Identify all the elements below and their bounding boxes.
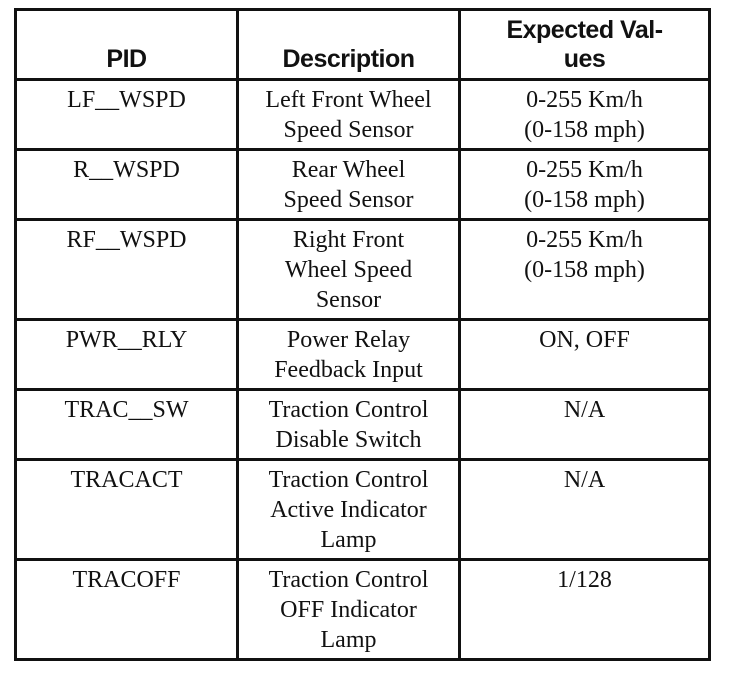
- expected-cell: [460, 320, 710, 390]
- description-line: Sensor: [315, 287, 382, 313]
- description-line: Speed Sensor: [283, 187, 414, 213]
- pid-cell: LF__WSPD: [16, 80, 238, 150]
- pid-cell: PWR__RLY: [16, 320, 238, 390]
- header-pid: PID: [16, 10, 238, 80]
- description-line: Traction Control: [268, 397, 429, 423]
- expected-line: 0-255 Km/h: [526, 157, 643, 183]
- table-row: [16, 150, 710, 220]
- description-cell: [238, 320, 460, 390]
- description-cell: [238, 150, 460, 220]
- description-line: Rear Wheel: [291, 157, 406, 183]
- description-line: Lamp: [320, 527, 377, 553]
- description-line: Active Indicator: [270, 497, 427, 523]
- description-cell: [238, 460, 460, 560]
- header-expected-line2: ues: [563, 45, 606, 73]
- table-row: [16, 220, 710, 320]
- expected-line: N/A: [563, 397, 606, 423]
- description-line: Disable Switch: [275, 427, 422, 453]
- description-line: Left Front Wheel: [265, 87, 432, 113]
- pid-cell: TRACOFF: [16, 560, 238, 660]
- table-row: [16, 460, 710, 560]
- expected-line: 0-255 Km/h: [526, 87, 643, 113]
- expected-cell: [460, 80, 710, 150]
- header-description: Description: [238, 10, 460, 80]
- expected-line: ON, OFF: [539, 327, 630, 353]
- description-line: Right Front: [292, 227, 405, 253]
- description-cell: [238, 390, 460, 460]
- table-row: [16, 560, 710, 660]
- table-row: [16, 320, 710, 390]
- table-row: [16, 80, 710, 150]
- description-cell: [238, 560, 460, 660]
- expected-line: N/A: [563, 467, 606, 493]
- description-line: Traction Control: [268, 567, 429, 593]
- expected-line: 0-255 Km/h: [526, 227, 643, 253]
- expected-cell: [460, 560, 710, 660]
- pid-table: [14, 8, 711, 661]
- description-line: Wheel Speed: [284, 257, 413, 283]
- description-line: Traction Control: [268, 467, 429, 493]
- description-cell: [238, 220, 460, 320]
- description-line: Feedback Input: [274, 357, 423, 383]
- expected-cell: [460, 390, 710, 460]
- description-line: Speed Sensor: [283, 117, 414, 143]
- expected-cell: [460, 460, 710, 560]
- expected-line: (0-158 mph): [524, 257, 645, 283]
- description-line: Lamp: [320, 627, 377, 653]
- header-expected-line1: Expected Val-: [506, 16, 663, 44]
- expected-cell: [460, 220, 710, 320]
- expected-line: (0-158 mph): [524, 117, 645, 143]
- expected-line: 1/128: [557, 567, 612, 593]
- table-row: [16, 390, 710, 460]
- pid-cell: R__WSPD: [16, 150, 238, 220]
- expected-line: (0-158 mph): [524, 187, 645, 213]
- expected-cell: [460, 150, 710, 220]
- description-line: Power Relay: [286, 327, 411, 353]
- pid-cell: TRACACT: [16, 460, 238, 560]
- description-line: OFF Indicator: [280, 597, 417, 623]
- pid-cell: RF__WSPD: [16, 220, 238, 320]
- pid-cell: TRAC__SW: [16, 390, 238, 460]
- header-expected-values: [460, 10, 710, 80]
- header-row: [16, 10, 710, 80]
- description-cell: [238, 80, 460, 150]
